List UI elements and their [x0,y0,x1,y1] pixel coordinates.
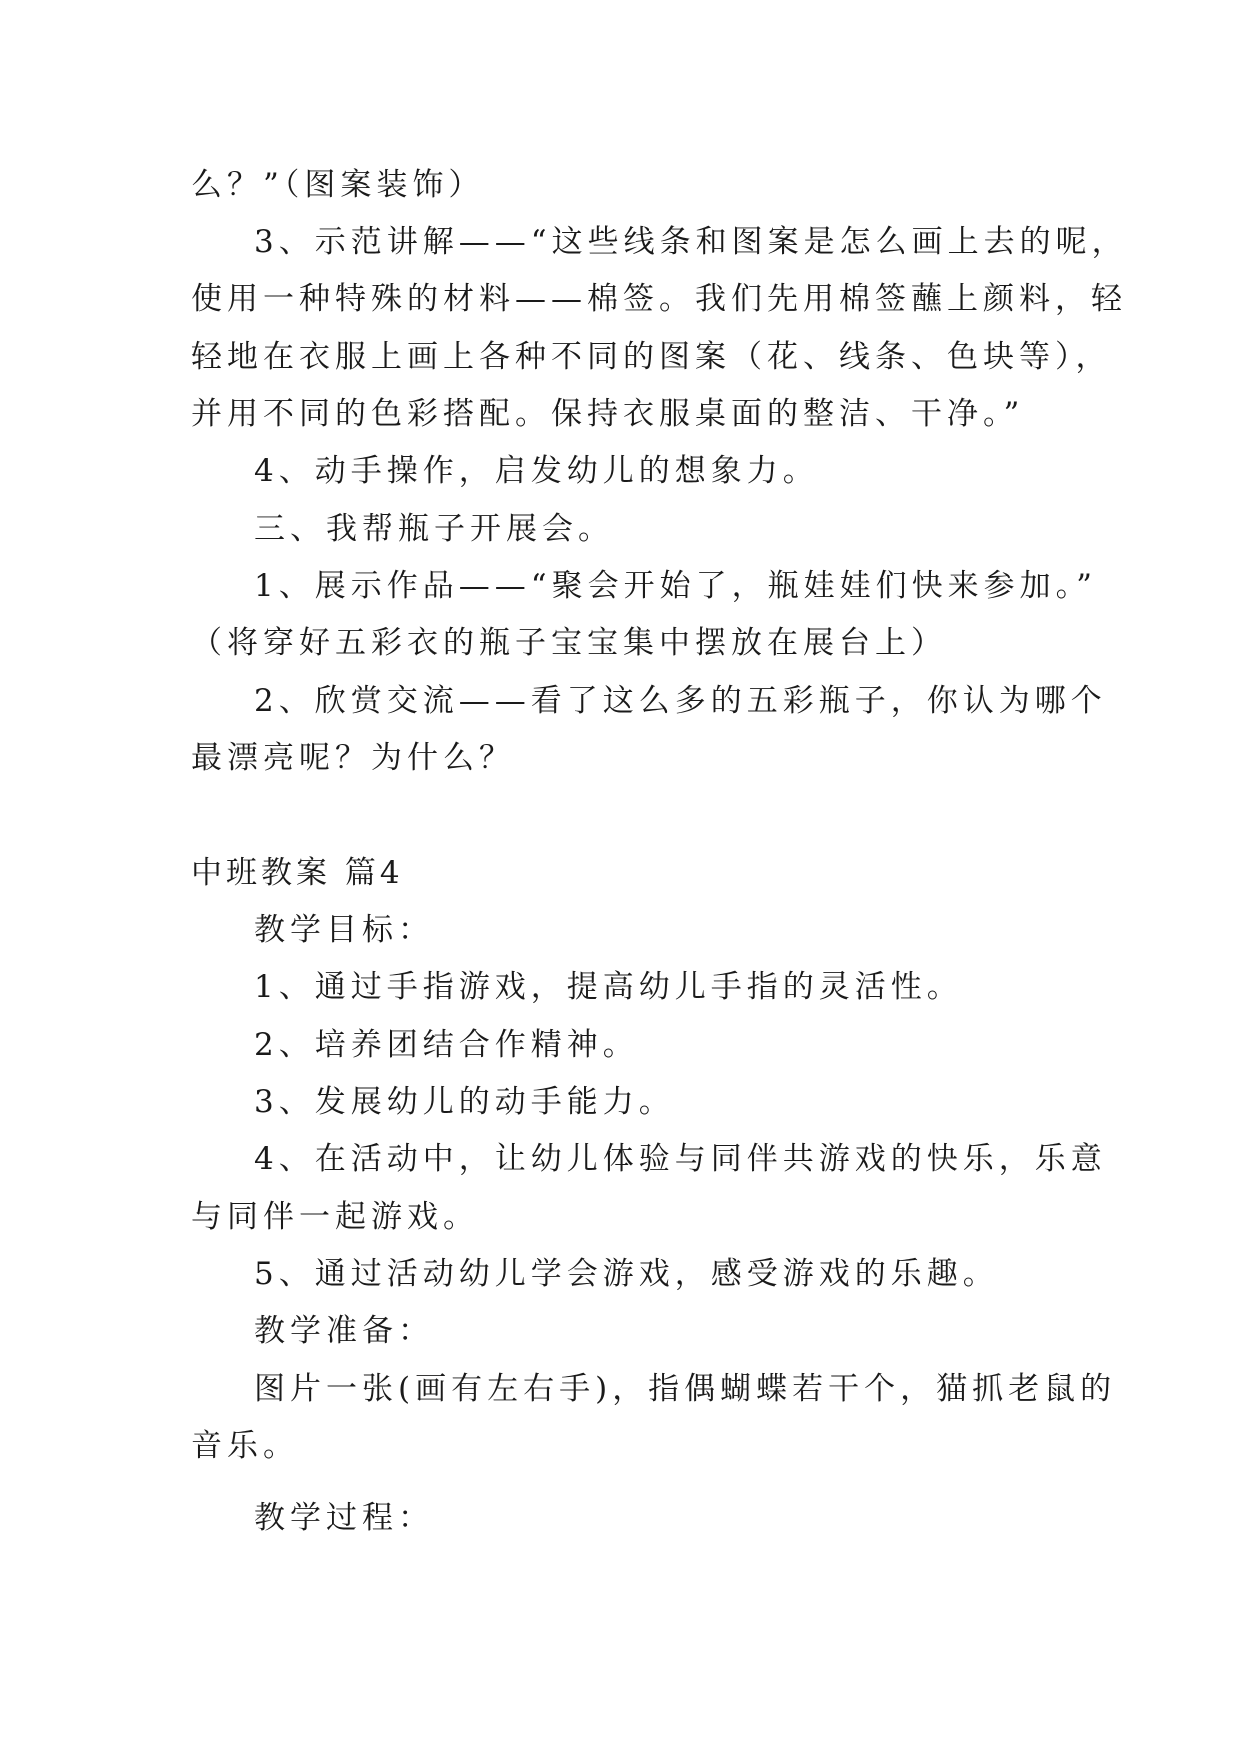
section-heading: 中班教案 篇4 [191,855,404,891]
text-line: 4、动手操作，启发幼儿的想象力。 [254,453,819,489]
text-line: 5、通过活动幼儿学会游戏，感受游戏的乐趣。 [254,1256,999,1292]
text-line: 么？”（图案装饰） [191,167,485,203]
text-line: 三、我帮瓶子开展会。 [254,511,614,547]
text-line: 2、欣赏交流——看了这么多的五彩瓶子，你认为哪个 [254,683,1107,719]
text-line: 2、培养团结合作精神。 [254,1027,639,1063]
text-line: 教学过程： [254,1500,434,1536]
text-line: 3、示范讲解——“这些线条和图案是怎么画上去的呢， [254,224,1128,260]
text-line: 1、展示作品——“聚会开始了，瓶娃娃们快来参加。” [254,568,1097,604]
text-line: 使用一种特殊的材料——棉签。我们先用棉签蘸上颜料，轻 [191,281,1127,317]
text-line: 轻地在衣服上画上各种不同的图案（花、线条、色块等）， [191,339,1112,375]
text-line: 图片一张(画有左右手)，指偶蝴蝶若干个，猫抓老鼠的 [254,1371,1117,1407]
text-line: 3、发展幼儿的动手能力。 [254,1084,675,1120]
text-line: 1、通过手指游戏，提高幼儿手指的灵活性。 [254,969,963,1005]
text-line: 教学目标： [254,912,434,948]
text-line: 教学准备： [254,1313,434,1349]
text-line: 最漂亮呢？为什么？ [191,740,515,776]
text-line: 并用不同的色彩搭配。保持衣服桌面的整洁、干净。” [191,396,1025,432]
text-line: 音乐。 [191,1428,299,1464]
text-line: 与同伴一起游戏。 [191,1199,479,1235]
text-line: （将穿好五彩衣的瓶子宝宝集中摆放在展台上） [191,625,947,661]
text-line: 4、在活动中，让幼儿体验与同伴共游戏的快乐，乐意 [254,1141,1107,1177]
